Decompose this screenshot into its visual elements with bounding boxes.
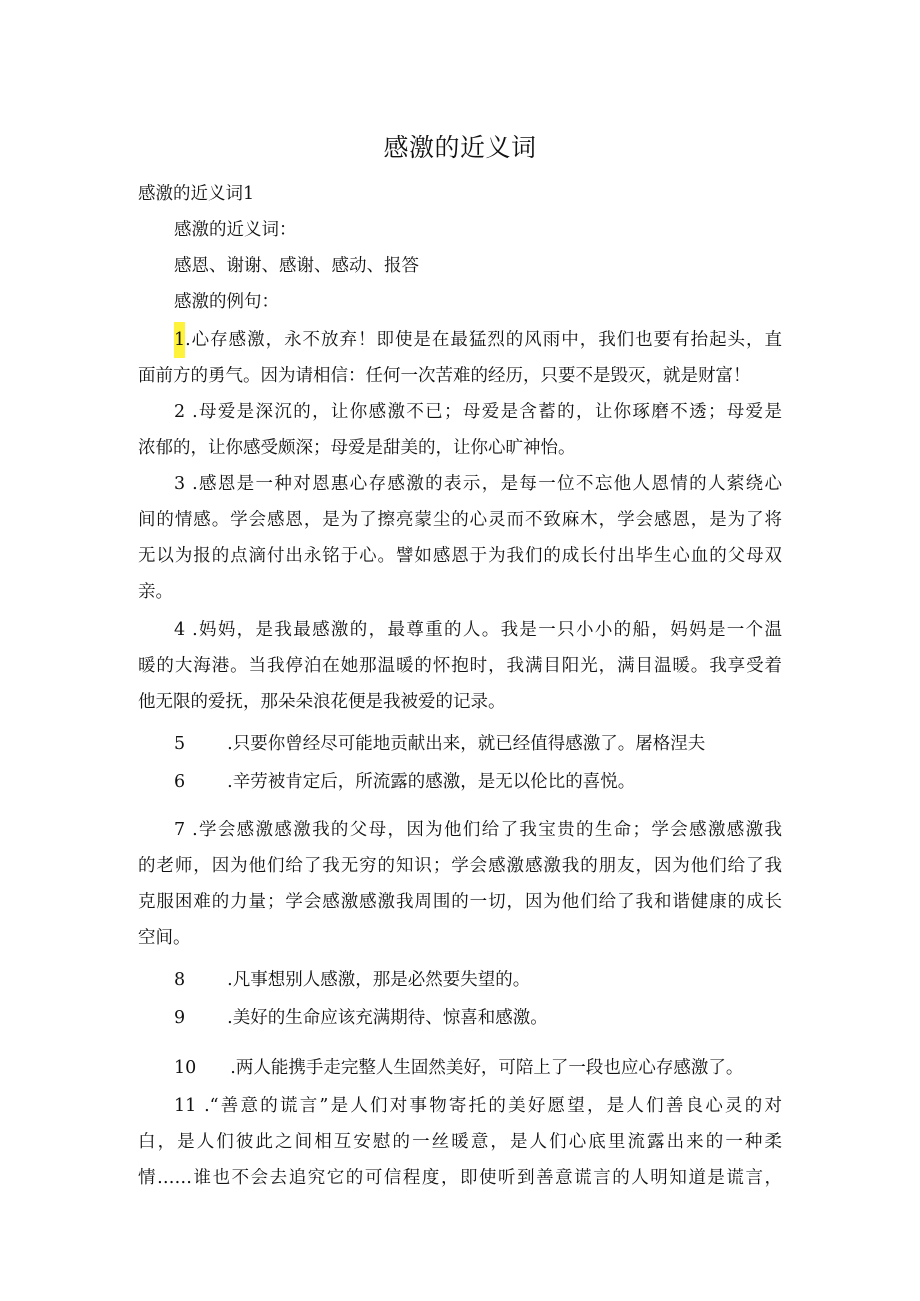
- example-item-4: [138, 612, 782, 720]
- example-item-3: [138, 466, 782, 610]
- item-text: .妈妈，是我最感激的，最尊重的人。我是一只小小的船，妈妈是一个温: [192, 620, 782, 640]
- item-text: .凡事想别人感激，那是必然要失望的。: [227, 970, 531, 990]
- item-text: 的老师，因为他们给了我无穷的知识；学会感激感激我的朋友，因为他们给了我: [138, 856, 782, 876]
- item-text: .感恩是一种对恩惠心存感激的表示，是每一位不忘他人恩情的人萦绕心: [192, 474, 782, 494]
- synonyms-list: 感恩、谢谢、感谢、感动、报答: [174, 256, 419, 276]
- example-item-9: [138, 1000, 782, 1036]
- item-text: 白，是人们彼此之间相互安慰的一丝暖意，是人们心底里流露出来的一种柔: [138, 1132, 782, 1152]
- example-item-11: [138, 1088, 782, 1196]
- section-heading: 感激的近义词1: [138, 184, 255, 204]
- item-number: 4: [174, 620, 186, 640]
- example-item-1: [138, 322, 782, 394]
- item-number: 11: [174, 1096, 197, 1116]
- item-text: .母爱是深沉的，让你感激不已；母爱是含蓄的，让你琢磨不透；母爱是: [192, 402, 782, 422]
- item-number: 2: [174, 402, 186, 422]
- example-item-8: [138, 962, 782, 998]
- item-text: 无以为报的点滴付出永铭于心。譬如感恩于为我们的成长付出毕生心血的父母双: [138, 546, 782, 566]
- item-text: 克服困难的力量；学会感激感激我周围的一切，因为他们给了我和谐健康的成长: [138, 892, 782, 912]
- item-text: 浓郁的，让你感受颇深；母爱是甜美的，让你心旷神怡。: [138, 438, 576, 458]
- item-text: .两人能携手走完整人生固然美好，可陪上了一段也应心存感激了。: [230, 1058, 744, 1078]
- example-item-10: [138, 1050, 782, 1086]
- item-number: 10: [174, 1058, 197, 1078]
- item-text: 暖的大海港。当我停泊在她那温暖的怀抱时，我满目阳光，满目温暖。我享受着: [138, 656, 782, 676]
- item-number: 3: [174, 474, 186, 494]
- item-number: 9: [174, 1008, 186, 1028]
- item-text: 面前方的勇气。因为请相信：任何一次苦难的经历，只要不是毁灭，就是财富！: [138, 366, 751, 386]
- item-text: .美好的生命应该充满期待、惊喜和感激。: [227, 1008, 548, 1028]
- item-number: 7: [174, 820, 186, 840]
- item-text: 空间。: [138, 928, 191, 948]
- item-text: 情……谁也不会去追究它的可信程度，即使听到善意谎言的人明知道是谎言，: [138, 1168, 782, 1188]
- example-item-6: [138, 764, 782, 800]
- item-text: 他无限的爱抚，那朵朵浪花便是我被爱的记录。: [138, 692, 506, 712]
- example-item-7: [138, 812, 782, 956]
- example-item-2: [138, 394, 782, 466]
- item-number: 1: [174, 322, 185, 358]
- example-item-5: [138, 726, 782, 762]
- item-number: 6: [174, 772, 186, 792]
- page-title: 感激的近义词: [383, 133, 537, 162]
- item-number: 5: [174, 734, 186, 754]
- item-text: 间的情感。学会感恩，是为了擦亮蒙尘的心灵而不致麻木，学会感恩，是为了将: [138, 510, 782, 530]
- item-text: .“善意的谎言”是人们对事物寄托的美好愿望，是人们善良心灵的对: [204, 1096, 782, 1116]
- item-number: 8: [174, 970, 186, 990]
- item-text: .辛劳被肯定后，所流露的感激，是无以伦比的喜悦。: [227, 772, 636, 792]
- item-text: .心存感激，永不放弃！即使是在最猛烈的风雨中，我们也要有抬起头，直: [185, 330, 782, 350]
- item-text: .学会感激感激我的父母，因为他们给了我宝贵的生命；学会感激感激我: [192, 820, 782, 840]
- synonyms-label: 感激的近义词：: [174, 220, 297, 240]
- item-text: .只要你曾经尽可能地贡献出来，就已经值得感激了。屠格涅夫: [227, 734, 706, 754]
- item-text: 亲。: [138, 582, 173, 602]
- examples-label: 感激的例句：: [174, 292, 279, 312]
